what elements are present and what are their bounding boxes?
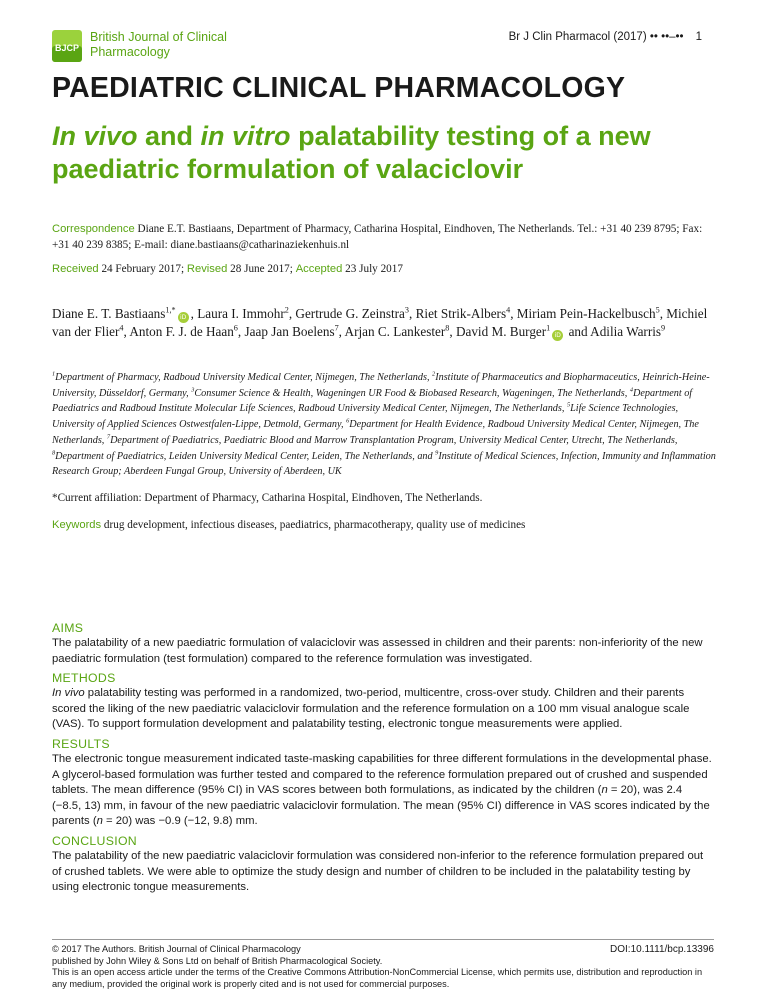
aims-text: The palatability of a new paediatric formulation of valaciclovir was assessed in children and their parents: non-inferiority of the new paediatric formulation (test formulation) compared to the reference formulation was investigated. [52,637,703,665]
author-separator: , [237,324,245,339]
correspondence [52,221,712,253]
author-name: Anton F. J. de Haan [129,324,234,339]
author-affiliation-marker: 4 [506,305,511,315]
conclusion-text: The palatability of the new paediatric valaciclovir formulation was considered non-inferior to the reference formulation prepared out of crushed tablets. We were able to optimize the study design and number of children to be included in the palatability testing by using electronic tongue measurements. [52,849,704,894]
title-italic-1: In vivo [52,121,138,151]
author-name: Gertrude G. Zeinstra [295,306,405,321]
author [517,306,667,321]
affiliation-number: 1 [52,370,56,378]
author [197,306,295,321]
orcid-icon[interactable]: iD [178,312,189,323]
abstract [52,621,714,900]
results-body-1: The electronic tongue measurement indicated taste-masking capabilities for three different formulations in the developmental phase. A glycerol-based formulation was further tested and compared to the reference formulation prepared out of crushed and suspended tablets. The mean difference (95% CI) in VAS scores between both formulations, as indicated by the children ( [52,752,712,797]
author-affiliation-marker: 9 [661,323,666,333]
author-name: Michiel van der Flier [52,306,708,339]
author-name: David M. Burger [455,324,547,339]
results-body-3: = 20) was −0.9 (−12, 9.8) mm. [102,815,258,828]
affiliation-number: 4 [629,386,633,394]
author [416,306,517,321]
methods-body: palatability testing was performed in a randomized, two-period, multicentre, cross-over study. Children and their parents scored the liking of the new paediatric valaciclovir formulation and the reference formulation on a 100 mm visual analogue scale (VAS). To support formulation development and palatability testing, electronic tongue measurements were applied. [52,687,690,731]
author-separator: , [449,324,456,339]
author-separator: , [409,306,416,321]
author-affiliation-marker: 1 [546,323,551,333]
affiliation-number: 9 [435,449,439,457]
author-affiliation-marker: 6 [233,323,238,333]
correspondence-label: Correspondence [52,223,135,235]
orcid-icon[interactable]: iD [552,330,563,341]
affiliation-text: Department for Health Evidence, Radboud University Medical Center, Nijmegen, The Netherlands, [52,419,699,446]
footer-rule [52,939,714,940]
title-italic-2: in vitro [200,121,291,151]
running-head [509,31,702,43]
received-label: Received [52,263,99,275]
footer [52,944,714,991]
author-separator: , [190,306,198,321]
aims-heading: AIMS [52,621,84,635]
results-n-2: n [96,815,103,828]
accepted-label: Accepted [295,263,343,275]
publisher-note: published by John Wiley & Sons Ltd on behalf of British Pharmacological Society. [52,955,383,966]
affiliation-number: 8 [52,449,56,457]
author-separator: , [338,324,345,339]
revised-date: 28 June 2017; [227,263,296,275]
received-date: 24 February 2017; [98,263,187,275]
affiliation-text: Department of Paediatrics and Radboud Institute Molecular Life Sciences, Radboud University Medical Center, Nijmegen, The Netherlands, [52,387,693,415]
title-text-1: and [137,121,201,151]
author-name: Jaap Jan Boelens [244,324,335,339]
page-number: 1 [695,31,702,43]
author-separator: , [288,306,296,321]
affiliation-text: Department of Paediatrics, Leiden University Medical Center, Leiden, The Netherlands, and [55,450,436,462]
author-name: Adilia Warris [590,324,662,339]
results-n-1: n [601,784,608,797]
title-text-2: palatability testing of a new paediatric formulation of valaciclovir [52,121,651,184]
results-body-2: = 20), was 2.4 (−8.5, 13) mm, in favour of the new paediatric valaciclovir formulation. The mean (95% CI) difference in VAS scores indicated by the parents ( [52,784,710,828]
author [129,324,244,339]
author-separator: , [659,306,667,321]
author-affiliation-marker: 4 [119,323,124,333]
affiliation-text: Institute of Medical Sciences, Infection, Immunity and Inflammation Research Group; Aberdeen Fungal Group, University of Aberdeen, UK [52,450,716,478]
author [345,324,456,339]
svg-text:BJCP: BJCP [54,43,80,53]
copyright: © 2017 The Authors. British Journal of Clinical Pharmacology [52,944,301,954]
author-name: Riet Strik-Albers [415,306,507,321]
author [456,324,590,339]
author-separator: , [510,306,517,321]
article-title [52,120,732,186]
doi-link[interactable]: DOI:10.1111/bcp.13396 [610,944,714,955]
author [244,324,344,339]
affiliation-text: Institute of Pharmaceutics and Biopharmaceutics, Heinrich-Heine-University, Düsseldorf, Germany, [52,372,710,399]
affiliations [52,370,716,480]
author-separator: and [565,324,591,339]
author-affiliation-marker: 1,* [165,305,176,315]
methods-italic-lead: In vivo [52,687,85,700]
author [295,306,415,321]
keywords-label: Keywords [52,519,102,531]
current-affiliation: *Current affiliation: Department of Pharmacy, Catharina Hospital, Eindhoven, The Netherlands. [52,492,483,504]
author-affiliation-marker: 5 [655,305,660,315]
affiliation-text: Consumer Science & Health, Wageningen UR Food & Biobased Research, Wageningen, The Netherlands, [194,387,630,399]
affiliation-number: 2 [432,370,436,378]
keywords [52,519,525,531]
author [590,324,665,339]
affiliation-number: 6 [346,417,350,425]
affiliation-number: 7 [106,433,111,441]
results-heading: RESULTS [52,736,110,751]
affiliation-text: Department of Pharmacy, Radboud University Medical Center, Nijmegen, The Netherlands, [55,372,433,383]
affiliation-text: Department of Paediatrics, Paediatric Blood and Marrow Transplantation Program, University Medical Center, Utrecht, The Netherlands, [110,434,678,446]
affiliation-text: Life Science Technologies, University of Applied Sciences Ostwestfalen-Lippe, Detmold, Germany, [52,403,679,431]
conclusion-heading: CONCLUSION [52,833,137,848]
article-dates [52,263,403,275]
correspondence-text: Diane E.T. Bastiaans, Department of Pharmacy, Catharina Hospital, Eindhoven, The Netherlands. Tel.: +31 40 239 8795; Fax: +31 40 239 8385; E-mail: diane.bastiaans@catharinaziekenhuis.nl [52,223,703,251]
methods-heading: METHODS [52,671,116,686]
citation: Br J Clin Pharmacol (2017) •• ••–•• [508,31,684,43]
author-affiliation-marker: 2 [284,305,289,315]
author [52,306,197,321]
results-text [52,752,714,830]
affiliation-number: 5 [566,402,571,410]
section-heading: PAEDIATRIC CLINICAL PHARMACOLOGY [52,72,626,104]
author-separator: , [123,324,130,339]
author-list [52,305,714,341]
author-affiliation-marker: 7 [334,323,339,333]
methods-text [52,686,714,733]
journal-name: British Journal of Clinical Pharmacology [90,30,227,59]
affiliation-number: 3 [191,386,195,394]
author-name: Diane E. T. Bastiaans [52,306,166,321]
author-affiliation-marker: 8 [445,323,450,333]
revised-label: Revised [186,263,228,275]
author-affiliation-marker: 3 [404,305,410,315]
journal-logo [52,30,82,62]
author-name: Arjan C. Lankester [344,324,446,339]
license-note: This is an open access article under the terms of the Creative Commons Attribution-NonCommercial License, which permits use, distribution and reproduction in any medium, provided the original work is properly cited and is not used for commercial purposes. [52,967,703,990]
accepted-date: 23 July 2017 [342,263,403,275]
author-name: Miriam Pein-Hackelbusch [516,306,656,321]
keywords-text: drug development, infectious diseases, paediatrics, pharmacotherapy, quality use of medicines [101,519,526,531]
author-name: Laura I. Immohr [197,306,285,321]
